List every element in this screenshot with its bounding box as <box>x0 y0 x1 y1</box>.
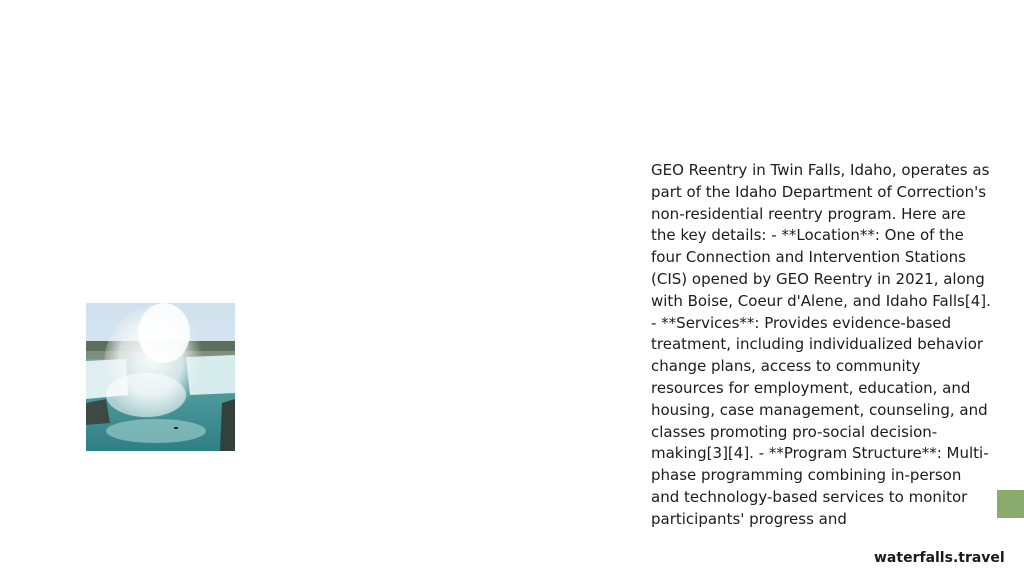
waterfall-photo <box>86 303 235 451</box>
waterfall-image <box>86 303 235 451</box>
brand-watermark[interactable]: waterfalls.travel <box>874 550 1005 566</box>
article-body: GEO Reentry in Twin Falls, Idaho, operates as part of the Idaho Department of Correction's non-residential reentry program. Here are the key details: - **Location**: One of the four Connection and Intervention Stations (CIS) opened by GEO Reentry in 2021, along with Boise, Coeur d'Alene, and Idaho Falls[4]. - **Services**: Provides evidence-based treatment, including individualized behavior change plans, access to community resources for employment, education, and housing, case management, counseling, and classes promoting pro-social decision-making[3][4]. - **Program Structure**: Multi-phase programming combining in-person and technology-based services to monitor participants' progress and <box>651 161 991 528</box>
accent-block <box>997 490 1024 518</box>
